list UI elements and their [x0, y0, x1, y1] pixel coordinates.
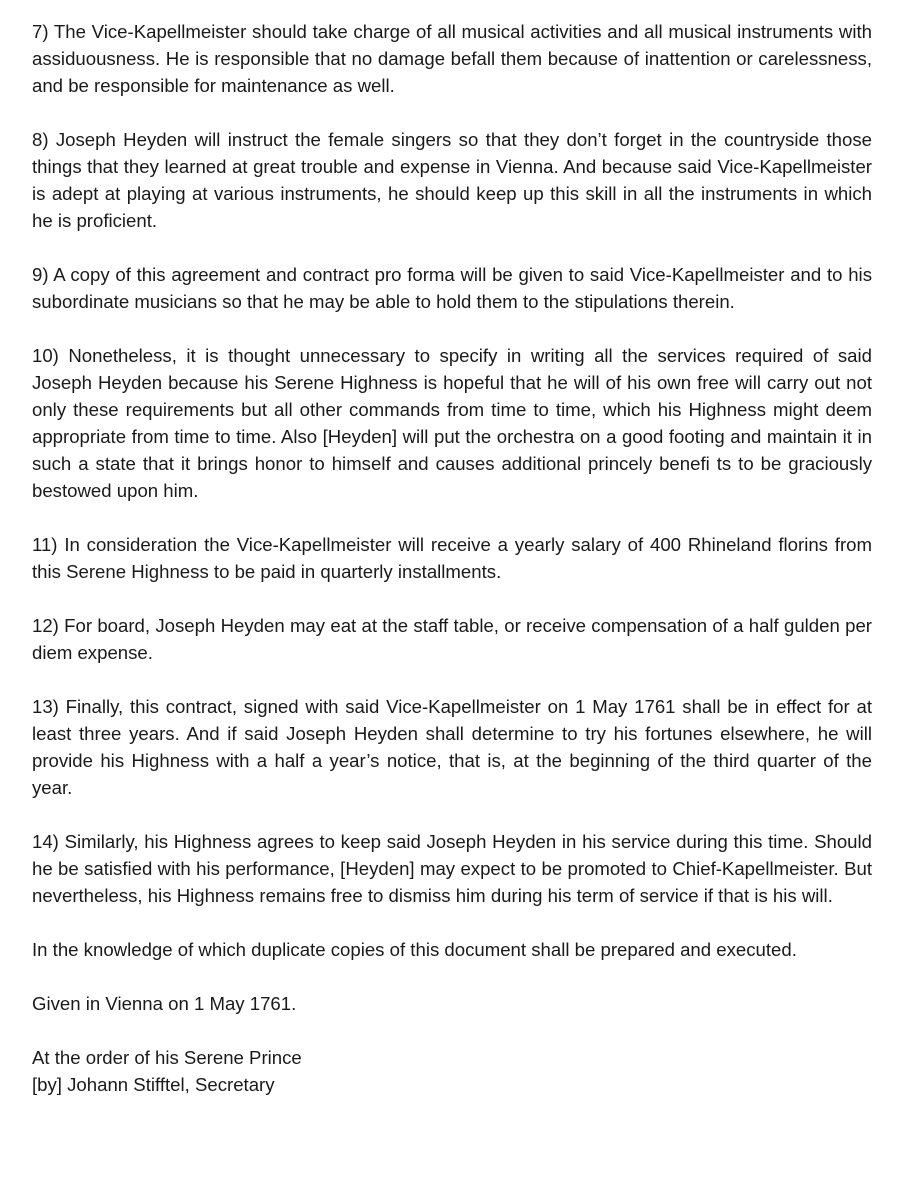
closing-statement: In the knowledge of which duplicate copies of this document shall be prepared and executed.: [32, 939, 797, 960]
paragraph-8: 8) Joseph Heyden will instruct the female singers so that they don’t forget in the countryside those things that they learned at great trouble and expense in Vienna. And because said Vice-Kapellmeister is adept at playing at various instruments, he should keep up this skill in all the instruments in which he is proficient.: [32, 129, 872, 231]
paragraph-7: 7) The Vice-Kapellmeister should take charge of all musical activities and all musical instruments with assiduousness. He is responsible that no damage befall them because of inattention or carelessness, and be responsible for maintenance as well.: [32, 21, 872, 96]
paragraph-11: 11) In consideration the Vice-Kapellmeister will receive a yearly salary of 400 Rhineland florins from this Serene Highness to be paid in quarterly installments.: [32, 534, 872, 582]
signature-line-1: At the order of his Serene Prince: [32, 1047, 302, 1068]
paragraph-10: 10) Nonetheless, it is thought unnecessary to specify in writing all the services required of said Joseph Heyden because his Serene Highness is hopeful that he will of his own free will carry out not only these requirements but all other commands from time to time, which his Highness might deem appropriate from time to time. Also [Heyden] will put the orchestra on a good footing and maintain it in such a state that it brings honor to himself and causes additional princely benefi ts to be graciously bestowed upon him.: [32, 345, 872, 501]
paragraph-14: 14) Similarly, his Highness agrees to keep said Joseph Heyden in his service during this time. Should he be satisfied with his performance, [Heyden] may expect to be promoted to Chief-Kapellmeister. But nevertheless, his Highness remains free to dismiss him during his term of service if that is his will.: [32, 831, 872, 906]
paragraph-13: 13) Finally, this contract, signed with said Vice-Kapellmeister on 1 May 1761 shall be in effect for at least three years. And if said Joseph Heyden shall determine to try his fortunes elsewhere, he will provide his Highness with a half a year’s notice, that is, at the beginning of the third quarter of the year.: [32, 696, 872, 798]
signature-block: [32, 1044, 872, 1098]
document-body: [32, 18, 872, 1098]
paragraph-9: 9) A copy of this agreement and contract pro forma will be given to said Vice-Kapellmeister and to his subordinate musicians so that he may be able to hold them to the stipulations therein.: [32, 264, 872, 312]
paragraph-12: 12) For board, Joseph Heyden may eat at the staff table, or receive compensation of a half gulden per diem expense.: [32, 615, 872, 663]
signature-line-2: [by] Johann Stifftel, Secretary: [32, 1074, 275, 1095]
given-date-line: Given in Vienna on 1 May 1761.: [32, 993, 297, 1014]
